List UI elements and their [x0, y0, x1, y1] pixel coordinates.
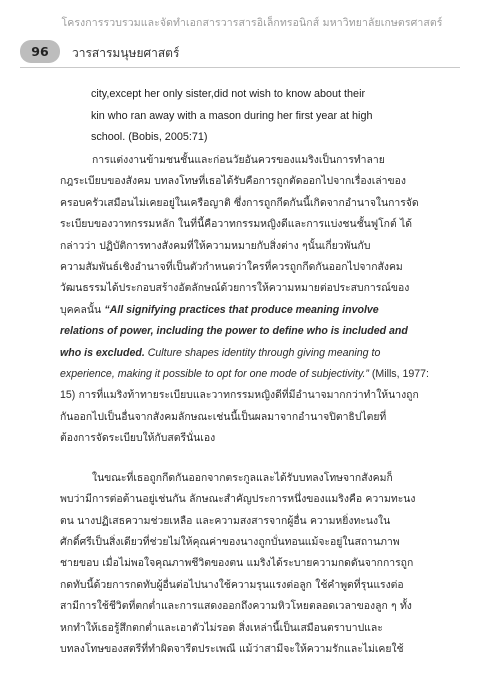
paragraph-line: ศักดิ์ศรีเป็นสิ่งเดียวที่ช่วยไม่ให้คุณค่าของนางถูกบั่นทอนแม้จะอยู่ในสถานภาพ	[60, 535, 400, 548]
paragraph-line: ระเบียบของวาทกรรมหลัก ในที่นี้คือวาทกรรมหญิงดีและการแบ่งชนชั้นฟูโกต์ ได้	[60, 218, 412, 231]
journal-name: วารสารมนุษยศาสตร์	[72, 46, 180, 60]
page-number: 96	[31, 44, 49, 59]
paragraph-line: ชายขอบ เมื่อไม่พอใจคุณภาพชีวิตของตน แมริงได้ระบายความกดดันจากการถูก	[60, 557, 414, 570]
paragraph-line	[60, 321, 452, 342]
quotation-italic: experience, making it possible to opt for one mode of subjectivity.”	[60, 368, 369, 381]
paragraph-line: การแต่งงานข้ามชนชั้นและก่อนวัยอันควรของแมริงเป็นการทำลาย	[92, 154, 385, 166]
paragraph-gap	[60, 450, 452, 468]
paragraph-line: กดทับนี้ด้วยการกดทับผู้อื่นต่อไปนางใช้ความรุนแรงต่อลูก ใช้คำพูดที่รุนแรงต่อ	[60, 578, 404, 591]
body-text	[60, 150, 452, 660]
quotation-bold: who is excluded.	[60, 346, 145, 359]
page-number-tab	[20, 40, 60, 63]
paragraph-line: ตน นางปฏิเสธความช่วยเหลือ และความสงสารจากผู้อื่น ความหยิ่งทะนงใน	[60, 514, 391, 527]
paragraph-line: หกทำให้เธอรู้สึกตกต่ำและเอาตัวไม่รอด สิ่งเหล่านี้เป็นเสมือนตราบาปและ	[60, 621, 383, 634]
thai-text: การที่แมริงท้าทายระเบียบและวาทกรรมหญิงดีที่มีอำนาจมากกว่าทำให้นางถูก	[75, 389, 419, 402]
paragraph-line: กฎระเบียบของสังคม บทลงโทษที่เธอได้รับคือการถูกตัดออกไปจากเรื่องเล่าของ	[60, 175, 406, 188]
paragraph-line: ความสัมพันธ์เชิงอำนาจที่เป็นตัวกำหนดว่าใครที่ควรถูกกีดกันออกไปจากสังคม	[60, 261, 403, 274]
paragraph-line	[60, 385, 452, 406]
thai-text: บุคคลนั้น	[60, 303, 105, 316]
quote-line: school. (Bobis, 2005:71)	[91, 131, 208, 143]
citation: 15)	[60, 389, 76, 402]
paragraph-line	[60, 300, 452, 321]
paragraph-line: สามีการใช้ชีวิตที่ตกต่ำและการแสดงออกถึงความหิวโหยตลอดเวลาของลูก ๆ ทั้ง	[60, 600, 412, 613]
quote-line: kin who ran away with a mason during her first year at high	[91, 109, 373, 122]
paragraph-line: กันออกไปเป็นอื่นจากสังคมลักษณะเช่นนี้เป็นผลมาจากอำนาจปิตาธิปไตยที่	[60, 410, 387, 423]
paragraph-line: วัฒนธรรมได้ประกอบสร้างอัตลักษณ์ด้วยการให้ความหมายต่อประสบการณ์ของ	[60, 282, 410, 295]
paragraph-line: ต้องการจัดระเบียบให้กับสตรีนั่นเอง	[60, 432, 216, 445]
paragraph-line: กล่าวว่า ปฏิบัติการทางสังคมที่ให้ความหมายกับสิ่งต่าง ๆนั้นเกี่ยวพันกับ	[60, 239, 371, 252]
quotation-italic: Culture shapes identity through giving meaning to	[144, 346, 381, 359]
quote-line: city,except her only sister,did not wish to know about their	[91, 88, 366, 100]
paragraph-line: ครอบครัวเสมือนไม่เคยอยู่ในเครือญาติ ซึ่งการถูกกีดกันนี้เกิดจากอำนาจในการจัด	[60, 196, 419, 209]
paragraph-line: พบว่ามีการต่อต้านอยู่เช่นกัน ลักษณะสำคัญประการหนึ่งของแมริงคือ ความทะนง	[60, 493, 416, 506]
quotation-bold: relations of power, including the power to define who is included and	[60, 325, 408, 338]
paragraph-line: บทลงโทษของสตรีที่ทำผิดจารีตประเพณี แม้ว่าสามีจะให้ความรักและไม่เคยใช้	[60, 642, 404, 655]
paragraph-line	[60, 364, 452, 385]
block-quote	[91, 84, 447, 149]
running-header: โครงการรวบรวมและจัดทำเอกสารวารสารอิเล็กทรอนิกส์ มหาวิทยาลัยเกษตรศาสตร์	[61, 17, 443, 29]
quotation-bold: “All signifying practices that produce meaning involve	[104, 303, 379, 316]
citation: (Mills, 1977:	[368, 368, 430, 381]
paragraph-line: ในขณะที่เธอถูกกีดกันออกจากตระกูลและได้รับบทลงโทษจากสังคมก็	[92, 471, 393, 484]
paragraph-line	[60, 343, 452, 364]
header-divider	[20, 67, 460, 68]
